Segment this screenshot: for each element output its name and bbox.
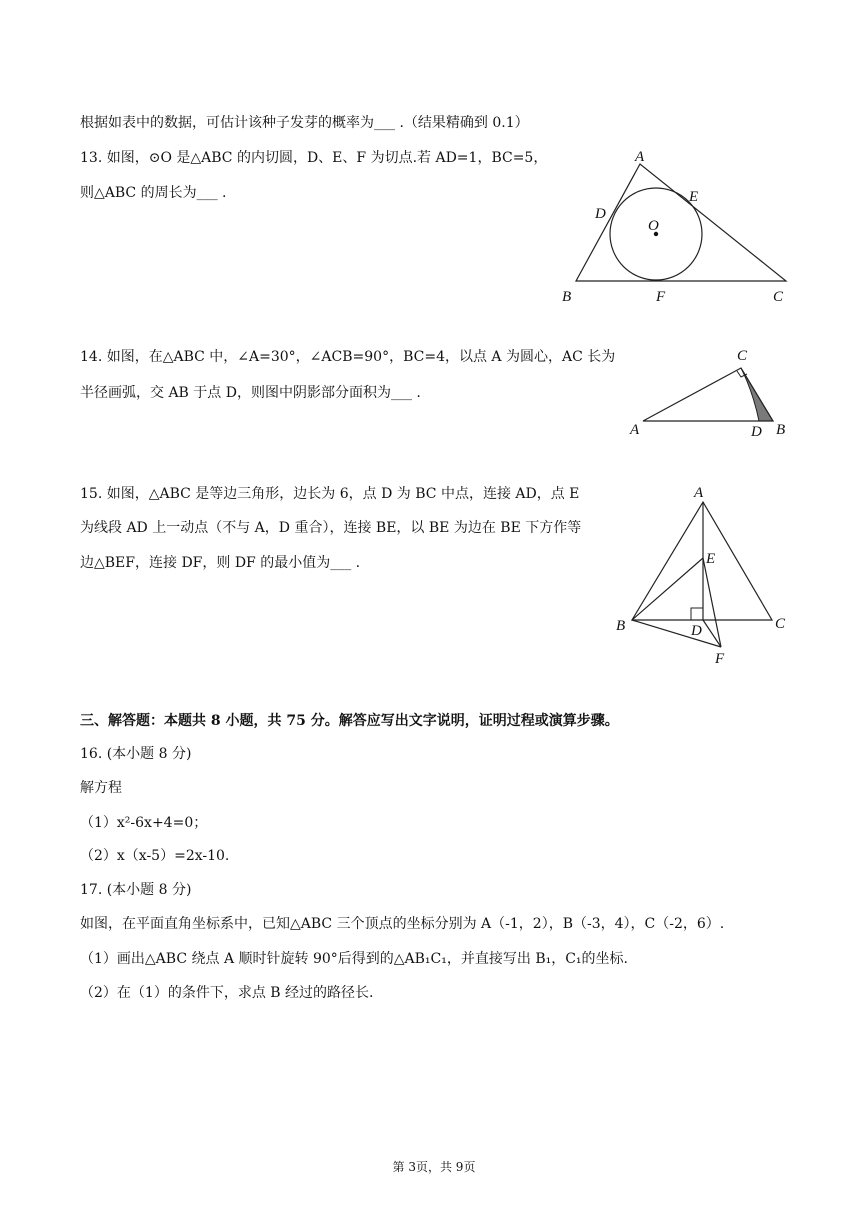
q14-text-line2: 半径画弧，交 AB 于点 D，则图中阴影部分面积为___ . — [80, 385, 421, 401]
q13-label-F: F — [656, 289, 666, 305]
q14-label-C: C — [737, 348, 748, 364]
q16-part2: （2）x（x-5）=2x-10. — [80, 848, 230, 864]
q16-intro: 解方程 — [80, 780, 122, 796]
q13-incircle-figure — [558, 146, 798, 308]
q17-header: 17. (本小题 8 分) — [80, 882, 192, 898]
q15-label-D: D — [691, 623, 702, 639]
q16-part1: （1）x²-6x+4=0； — [80, 815, 208, 831]
q17-intro: 如图，在平面直角坐标系中，已知△ABC 三个顶点的坐标分别为 A（-1，2），B（-3，4），C（-2，6）. — [80, 916, 725, 932]
q13-label-O: O — [648, 218, 659, 234]
q14-triangle-figure — [625, 344, 795, 439]
q14-label-D: D — [751, 424, 762, 439]
q14-label-A: A — [630, 422, 640, 438]
q15-equilateral-figure — [608, 482, 798, 672]
q13-label-C: C — [773, 289, 784, 305]
q14-text-line1: 14. 如图，在△ABC 中，∠A=30°，∠ACB=90°，BC=4，以点 A 为圆心，AC 长为 — [80, 349, 616, 365]
q15-label-C: C — [775, 616, 786, 632]
q15-label-E: E — [706, 551, 716, 567]
q17-part1: （1）画出△ABC 绕点 A 顺时针旋转 90°后得到的△AB₁C₁，并直接写出 B₁，C₁的坐标. — [80, 951, 628, 967]
q15-text-line1: 15. 如图，△ABC 是等边三角形，边长为 6，点 D 为 BC 中点，连接 AD，点 E — [80, 486, 580, 502]
q15-label-B: B — [616, 618, 626, 634]
q13-label-B: B — [562, 289, 572, 305]
q15-text-line3: 边△BEF，连接 DF，则 DF 的最小值为___ . — [80, 555, 361, 571]
q13-label-A: A — [635, 149, 645, 165]
q13-label-D: D — [595, 206, 606, 222]
q15-label-A: A — [694, 485, 704, 501]
q16-header: 16. (本小题 8 分) — [80, 746, 192, 762]
q15-text-line2: 为线段 AD 上一动点（不与 A，D 重合），连接 BE，以 BE 为边在 BE 下方作等 — [80, 520, 582, 536]
q13-label-E: E — [689, 189, 699, 205]
q17-part2: （2）在（1）的条件下，求点 B 经过的路径长. — [80, 985, 374, 1001]
section-3-heading: 三、解答题：本题共 8 小题，共 75 分。解答应写出文字说明，证明过程或演算步骤。 — [80, 713, 619, 729]
page-footer: 第 3页，共 9页 — [392, 1160, 476, 1174]
q13-text-line1: 13. 如图，⊙O 是△ABC 的内切圆，D、E、F 为切点.若 AD=1，BC=5， — [80, 150, 548, 166]
q15-label-F: F — [715, 651, 725, 667]
prev-question-tail: 根据如表中的数据，可估计该种子发芽的概率为___ .（结果精确到 0.1） — [80, 115, 529, 131]
q13-text-line2: 则△ABC 的周长为___ . — [80, 185, 227, 201]
q14-label-B: B — [776, 422, 786, 438]
